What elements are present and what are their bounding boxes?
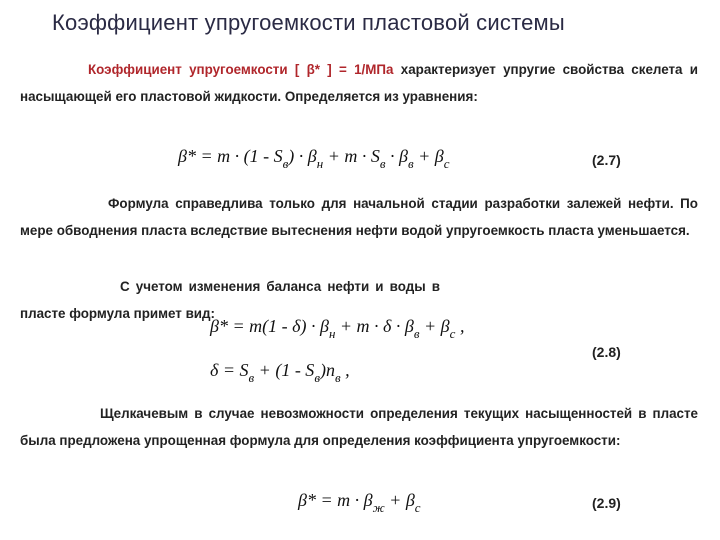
applicability-paragraph: Формула справедлива только для начальной стадии разработки залежей нефти. По мере обводнения пласта вследствие вытеснения нефти водой упругоемкость пласта уменьшается. [20,196,698,238]
intro-text: характеризует упругие свойства скелета и насыщающей его пластовой жидкости. Определяется из уравнения: [20,62,698,104]
equation-number-2-8: (2.8) [592,344,621,360]
intro-paragraph [20,56,698,110]
coefficient-definition: Коэффициент упругоемкости [ β* ] = 1/МПа [88,62,394,77]
page-title: Коэффициент упругоемкости пластовой системы [52,10,565,35]
equation-number-2-9: (2.9) [592,495,621,511]
shchelkachev-paragraph: Щелкачевым в случае невозможности определения текущих насыщенностей в пласте была предложена упрощенная формула для определения коэффициента упругоемкости: [20,406,698,448]
equation-2-7: $\beta* = m \cdot (1 - S_в) \cdot \beta_н + m \cdot S_в \cdot \beta_в + \beta_с$ [178,146,450,171]
equation-2-9: $\beta* = m \cdot \beta_ж + \beta_с$ [298,490,421,515]
balance-paragraph: С учетом изменения баланса нефти и воды в пласте формула примет вид: [20,279,440,321]
equation-2-8-b: $\delta = S_в + (1 - S_в)n_в$ , [210,360,350,385]
equation-number-2-7: (2.7) [592,152,621,168]
equation-2-8-a: $\beta* = m(1 - \delta) \cdot \beta_н + m \cdot \delta \cdot \beta_в + \beta_с$ , [210,316,465,341]
